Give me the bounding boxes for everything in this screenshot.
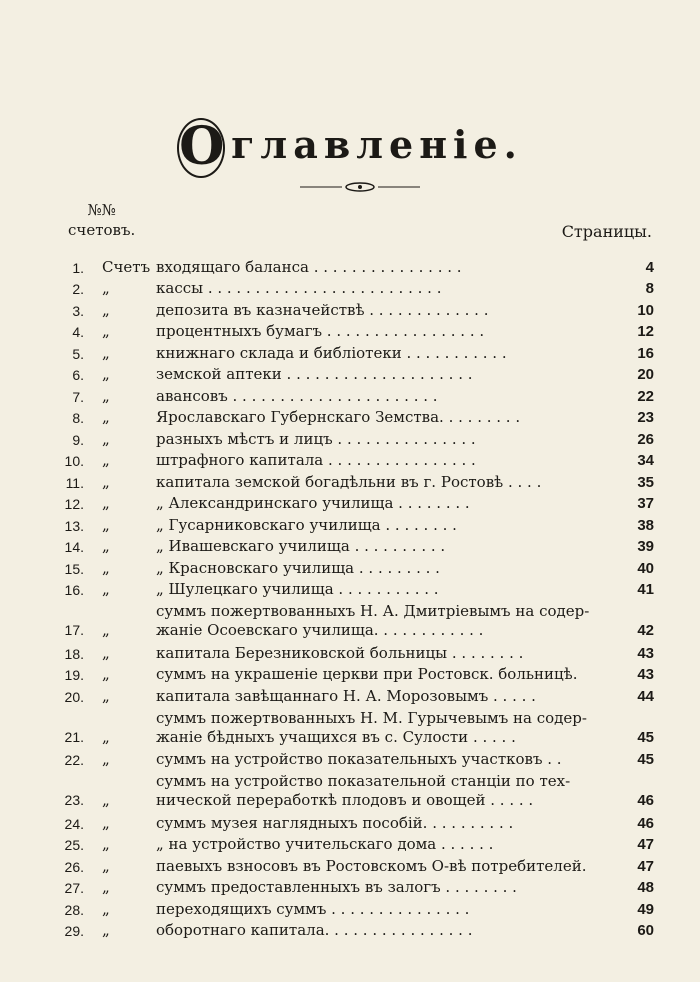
entry-title: капитала завѣщаннаго Н. А. Морозовымъ . . . . . — [156, 686, 536, 705]
entry-page-number: 26 — [637, 430, 654, 448]
entry-ditto: „ — [102, 429, 110, 448]
toc-entry — [60, 512, 660, 534]
entry-page-number: 46 — [637, 792, 654, 809]
entry-page-number: 43 — [637, 644, 654, 662]
entry-title: суммъ предоставленныхъ въ залогъ . . . . . . . . — [156, 878, 517, 896]
ornament-divider-icon — [300, 180, 420, 194]
entry-ditto: „ — [102, 386, 110, 405]
page-title — [0, 118, 700, 178]
toc-entry — [60, 491, 660, 513]
entry-number: 16. — [64, 582, 84, 598]
entry-page-number: 60 — [637, 922, 654, 939]
toc-entry — [60, 534, 660, 556]
entry-page-number: 46 — [637, 814, 654, 832]
entry-number: 11. — [65, 474, 84, 491]
toc-entry — [60, 768, 660, 810]
entry-number: 17. — [64, 622, 84, 638]
entry-title: суммъ на украшенiе церкви при Ростовск. больницѣ. — [156, 665, 578, 683]
entry-number: 10. — [64, 453, 84, 469]
entry-number: 26. — [64, 858, 84, 875]
toc-entry — [60, 810, 660, 832]
entry-title: „ Ивашевскаго училища . . . . . . . . . . — [156, 537, 446, 555]
toc-entry — [60, 896, 660, 918]
entry-page-number: 43 — [637, 666, 654, 683]
numbers-label-symbol: №№ — [87, 201, 116, 219]
entry-ditto: „ — [102, 621, 110, 639]
entry-number: 23. — [64, 792, 84, 808]
entry-title: авансовъ . . . . . . . . . . . . . . . . . . . . . . — [156, 386, 438, 405]
entry-number: 3. — [72, 302, 84, 319]
entry-ditto: „ — [102, 899, 110, 918]
entry-title: суммъ на устройство показательной станцiи по тех-нической переработкѣ плодовъ и овощей . . . . . — [156, 772, 571, 809]
entry-title: кассы . . . . . . . . . . . . . . . . . . . . . . . . . — [156, 279, 442, 297]
entry-number: 21. — [64, 728, 84, 745]
entry-number: 4. — [72, 324, 84, 340]
toc-entry — [60, 426, 660, 448]
entry-title: Ярославскаго Губернскаго Земства. . . . . . . . . — [156, 408, 521, 426]
entry-ditto: „ — [102, 322, 110, 340]
entry-page-number: 47 — [637, 857, 654, 875]
entry-title: суммъ пожертвованныхъ Н. М. Гурычевымъ на содер-жанiе бѣдныхъ учащихся въ с. Сулости . . . . . — [156, 708, 587, 746]
entry-page-number: 37 — [637, 495, 654, 512]
entry-page-number: 10 — [637, 301, 654, 319]
entry-ditto: „ — [102, 727, 110, 746]
entry-ditto: „ — [102, 643, 110, 662]
numbers-column-header — [68, 200, 135, 240]
entry-ditto: „ — [102, 921, 110, 939]
entry-page-number: 42 — [637, 622, 654, 639]
entry-title: штрафного капитала . . . . . . . . . . . . . . . . — [156, 451, 476, 469]
entry-ditto: „ — [102, 537, 110, 555]
entry-ditto: „ — [102, 494, 110, 512]
entry-title: разныхъ мѣстъ и лицъ . . . . . . . . . . . . . . . — [156, 429, 476, 448]
entry-number: 19. — [64, 667, 84, 683]
toc-entry — [60, 705, 660, 747]
entry-number: 15. — [64, 560, 84, 577]
entry-page-number: 44 — [637, 687, 654, 705]
entry-number: 29. — [64, 923, 84, 939]
entry-number: 2. — [72, 281, 84, 297]
entry-ditto: „ — [102, 878, 110, 896]
entry-ditto: „ — [102, 686, 110, 705]
entry-title: процентныхъ бумагъ . . . . . . . . . . . . . . . . . — [156, 322, 485, 340]
title-rest: главленiе. — [231, 122, 523, 167]
entry-number: 25. — [64, 837, 84, 853]
entry-title: капитала земской богадѣльни въ г. Ростовѣ . . . . — [156, 472, 542, 491]
entry-ditto: „ — [102, 835, 110, 853]
entry-ditto: „ — [102, 300, 110, 319]
entry-ditto: „ — [102, 451, 110, 469]
entry-number: 13. — [64, 517, 84, 534]
entry-page-number: 16 — [637, 344, 654, 362]
entry-page-number: 22 — [637, 387, 654, 405]
entry-ditto: „ — [102, 813, 110, 832]
toc-entry — [60, 577, 660, 599]
entry-ditto: „ — [102, 365, 110, 383]
toc-entry — [60, 448, 660, 470]
entry-page-number: 23 — [637, 409, 654, 426]
entry-page-number: 40 — [637, 559, 654, 577]
toc-entry — [60, 598, 660, 640]
entry-number: 18. — [64, 645, 84, 662]
toc-entry — [60, 555, 660, 577]
toc-entry — [60, 832, 660, 854]
entry-ditto: „ — [102, 279, 110, 297]
entry-title: „ Шулецкаго училища . . . . . . . . . . . — [156, 580, 439, 598]
toc-entry — [60, 469, 660, 491]
entry-title: „ на устройство учительскаго дома . . . . . . — [156, 835, 494, 853]
entry-page-number: 45 — [637, 728, 654, 746]
entry-ditto: „ — [102, 856, 110, 875]
entry-ditto: Счетъ — [102, 257, 151, 276]
entry-title: депозита въ казначействѣ . . . . . . . . . . . . . — [156, 300, 489, 319]
entry-page-number: 49 — [637, 900, 654, 918]
entry-title: „ Александринскаго училища . . . . . . . . — [156, 494, 470, 512]
entry-title: суммъ на устройство показательныхъ участковъ . . — [156, 750, 562, 768]
entry-ditto: „ — [102, 408, 110, 426]
entry-number: 20. — [64, 688, 84, 705]
entry-number: 22. — [64, 752, 84, 768]
entry-page-number: 47 — [637, 836, 654, 853]
toc-entry — [60, 683, 660, 705]
entry-number: 5. — [72, 345, 84, 362]
toc-entry — [60, 853, 660, 875]
entry-page-number: 34 — [637, 452, 654, 469]
toc-entry — [60, 918, 660, 940]
entry-title: капитала Березниковской больницы . . . . . . . . — [156, 643, 524, 662]
entry-ditto: „ — [102, 750, 110, 768]
entry-title: земской аптеки . . . . . . . . . . . . . . . . . . . . — [156, 365, 473, 383]
entry-title: суммъ пожертвованныхъ Н. А. Дмитрiевымъ на содер-жанiе Осоевскаго училища. . . . . . . . . . . . — [156, 602, 590, 639]
table-of-contents — [60, 254, 660, 939]
entry-page-number: 35 — [637, 473, 654, 491]
entry-title: „ Красновскаго училища . . . . . . . . . — [156, 558, 440, 577]
entry-title: суммъ музея наглядныхъ пособiй. . . . . . . . . . — [156, 813, 514, 832]
toc-entry — [60, 319, 660, 341]
entry-title: оборотнаго капитала. . . . . . . . . . . . . . . . — [156, 921, 473, 939]
entry-number: 28. — [64, 901, 84, 918]
entry-ditto: „ — [102, 472, 110, 491]
entry-page-number: 12 — [637, 323, 654, 340]
toc-entry — [60, 405, 660, 427]
toc-entry — [60, 297, 660, 319]
entry-page-number: 45 — [637, 751, 654, 768]
entry-number: 7. — [72, 388, 84, 405]
toc-entry — [60, 875, 660, 897]
entry-title: паевыхъ взносовъ въ Ростовскомъ О-вѣ потребителей. — [156, 856, 587, 875]
entry-title: переходящихъ суммъ . . . . . . . . . . . . . . . — [156, 899, 470, 918]
entry-ditto: „ — [102, 558, 110, 577]
pages-column-header: Страницы. — [561, 222, 652, 241]
entry-title: входящаго баланса . . . . . . . . . . . . . . . . — [156, 257, 462, 276]
numbers-label-word: счетовъ. — [68, 221, 136, 239]
toc-entry — [60, 662, 660, 684]
toc-entry — [60, 747, 660, 769]
entry-title: „ Гусарниковскаго училища . . . . . . . . — [156, 515, 457, 534]
entry-ditto: „ — [102, 791, 110, 809]
entry-ditto: „ — [102, 665, 110, 683]
entry-number: 1. — [72, 259, 84, 276]
entry-number: 24. — [64, 815, 84, 832]
entry-ditto: „ — [102, 343, 110, 362]
entry-ditto: „ — [102, 580, 110, 598]
title-initial: О — [179, 116, 225, 177]
entry-number: 12. — [64, 496, 84, 512]
entry-number: 27. — [64, 880, 84, 896]
entry-title: книжнаго склада и библiотеки . . . . . . . . . . . — [156, 343, 507, 362]
entry-page-number: 38 — [637, 516, 654, 534]
entry-page-number: 20 — [637, 366, 654, 383]
toc-entry — [60, 276, 660, 298]
entry-page-number: 48 — [637, 879, 654, 896]
toc-entry — [60, 340, 660, 362]
entry-ditto: „ — [102, 515, 110, 534]
entry-page-number: 4 — [645, 258, 654, 276]
toc-entry — [60, 254, 660, 276]
toc-entry — [60, 383, 660, 405]
toc-entry — [60, 640, 660, 662]
entry-number: 8. — [72, 410, 84, 426]
entry-number: 14. — [64, 539, 84, 555]
entry-number: 6. — [72, 367, 84, 383]
entry-number: 9. — [72, 431, 84, 448]
entry-page-number: 39 — [637, 538, 654, 555]
toc-entry — [60, 362, 660, 384]
entry-page-number: 8 — [645, 280, 654, 297]
entry-page-number: 41 — [637, 581, 654, 598]
